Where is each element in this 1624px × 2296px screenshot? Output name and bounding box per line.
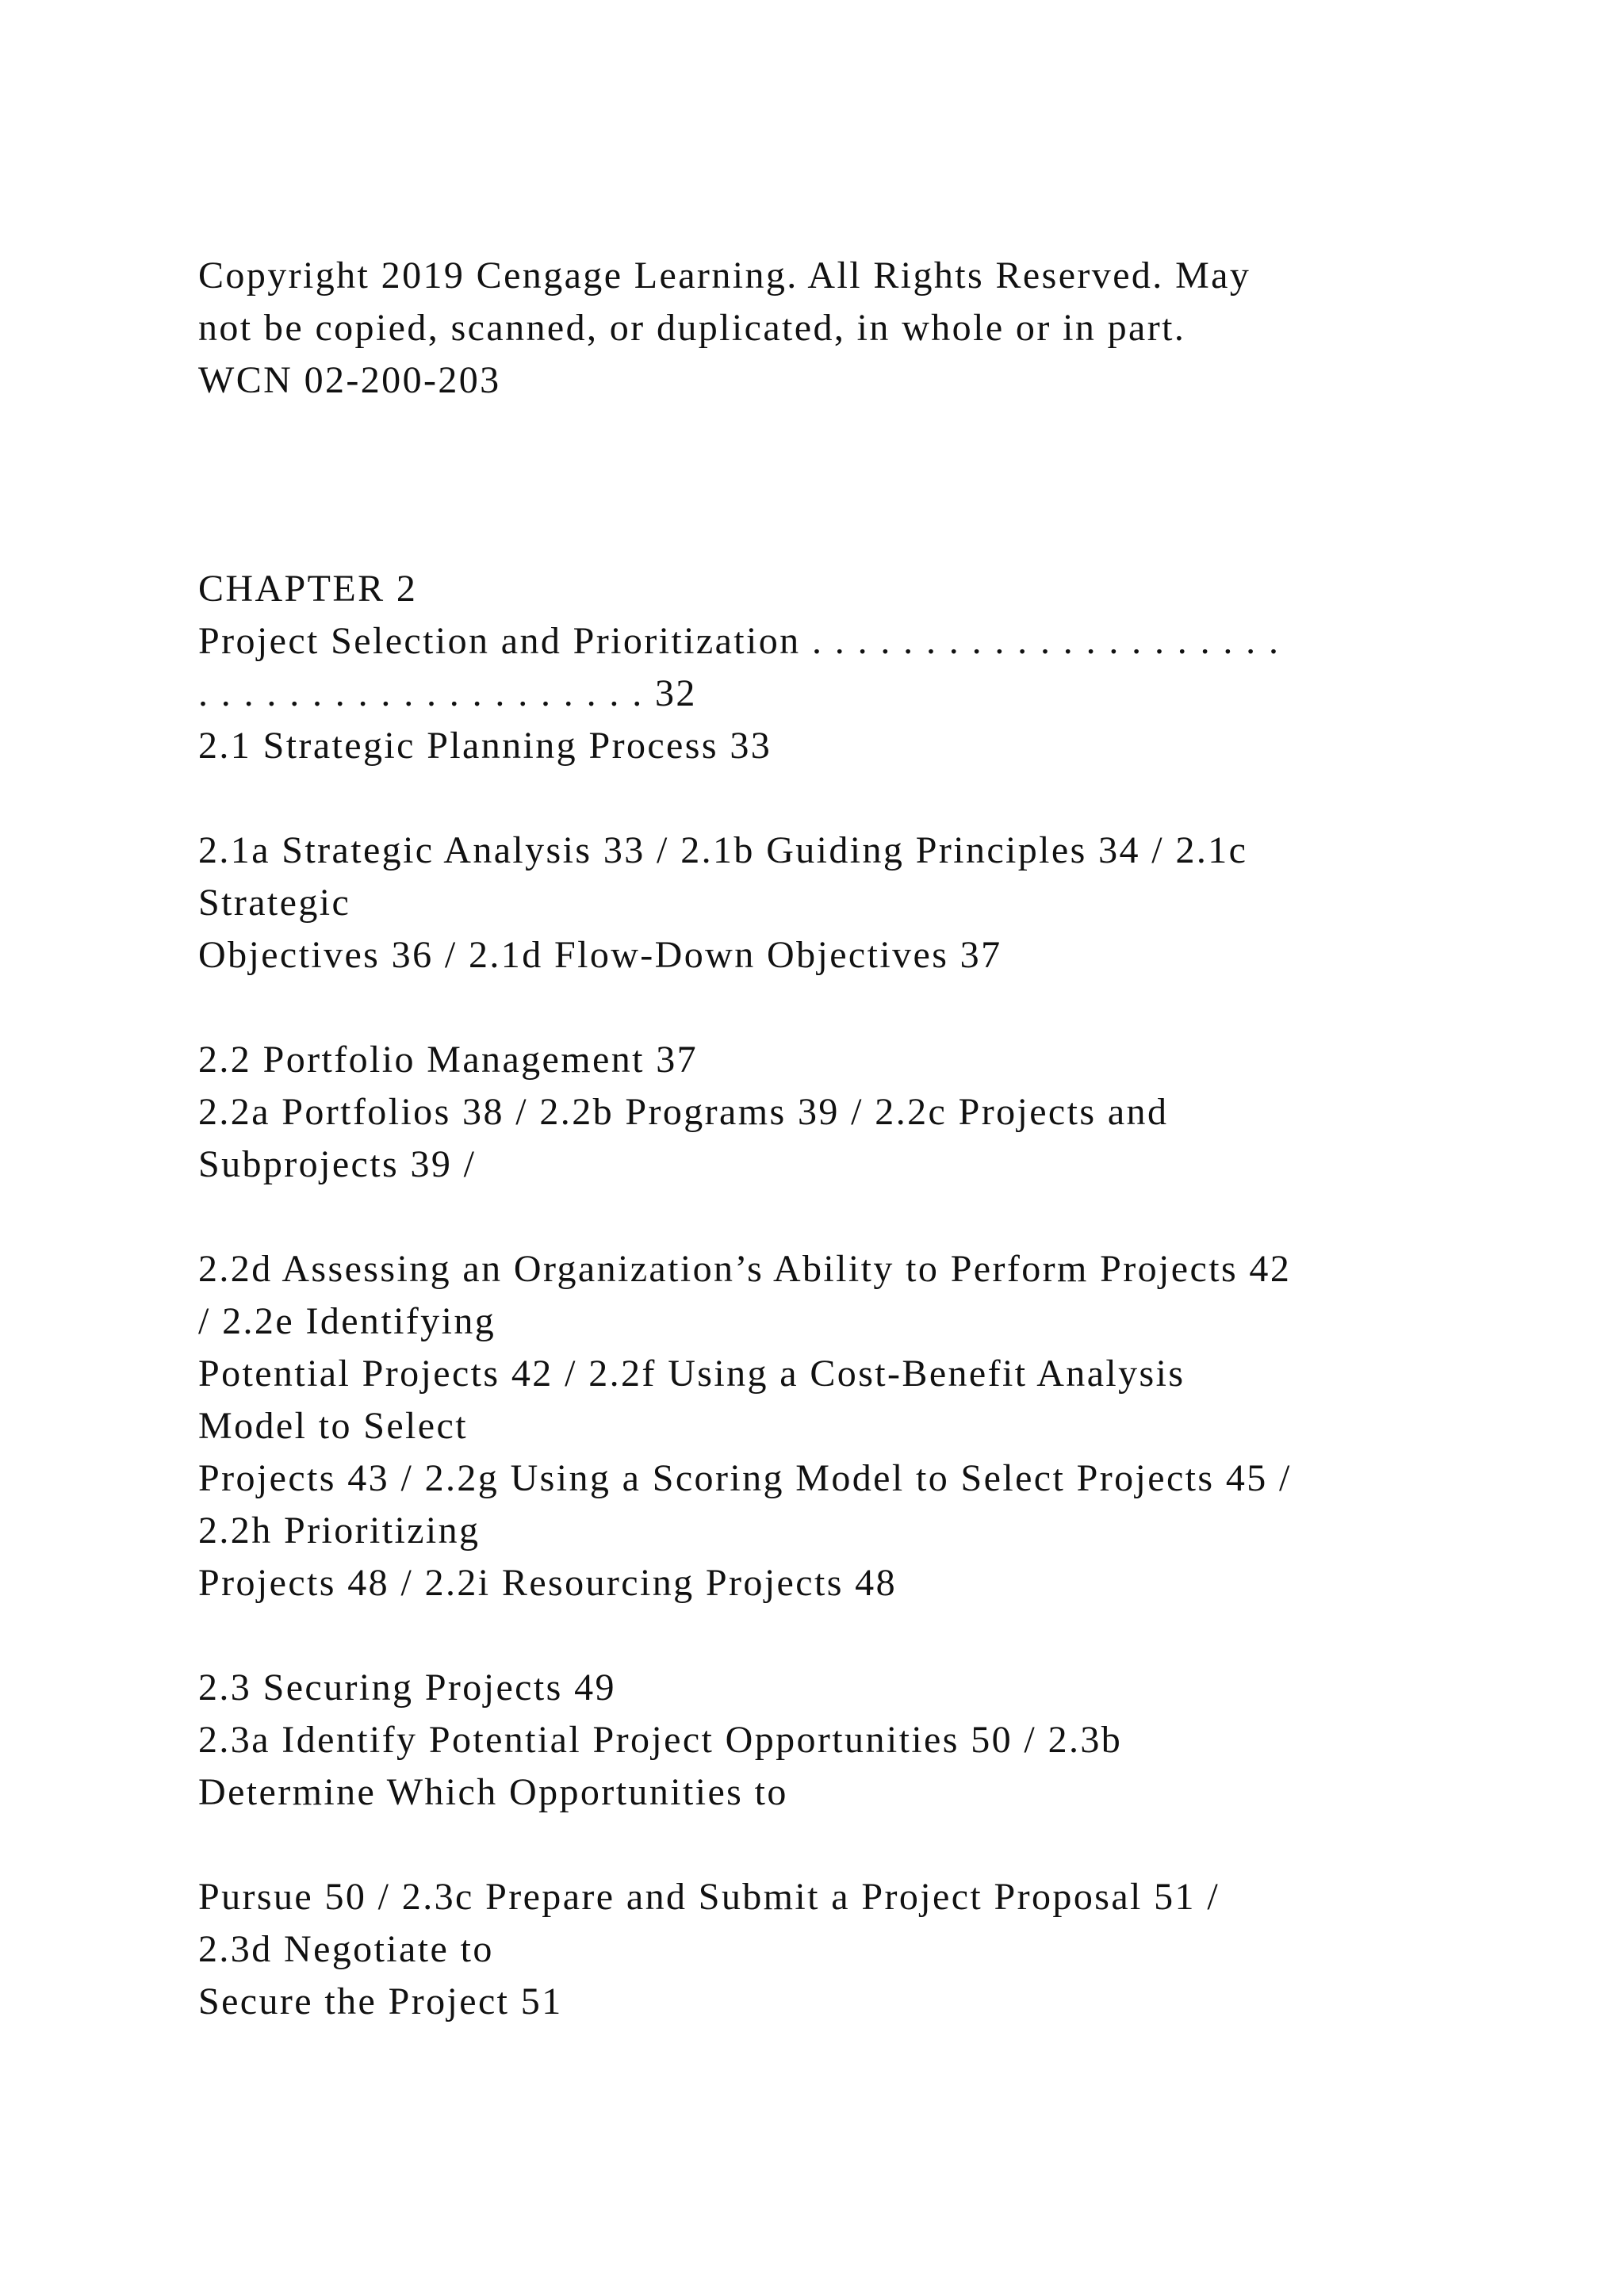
section-2-3-line-2: Determine Which Opportunities to [198, 1771, 788, 1813]
section-2-2-line-9: Projects 48 / 2.2i Resourcing Projects 48 [198, 1562, 897, 1604]
section-2-2-heading: 2.2 Portfolio Management 37 [198, 1039, 699, 1081]
section-2-2-line-4: / 2.2e Identifying [198, 1300, 496, 1342]
section-2-2-line-7: Projects 43 / 2.2g Using a Scoring Model to Select Projects 45 / [198, 1457, 1292, 1499]
section-2-1-heading: 2.1 Strategic Planning Process 33 [198, 725, 772, 767]
section-2-3-line-3: Pursue 50 / 2.3c Prepare and Submit a Project Proposal 51 / [198, 1876, 1220, 1918]
section-2-3-line-1: 2.3a Identify Potential Project Opportunities 50 / 2.3b [198, 1719, 1123, 1761]
section-2-2-line-6: Model to Select [198, 1405, 468, 1447]
section-2-2-line-2: Subprojects 39 / [198, 1143, 477, 1185]
section-2-2-line-8: 2.2h Prioritizing [198, 1510, 481, 1552]
section-2-2-line-5: Potential Projects 42 / 2.2f Using a Cost-Benefit Analysis [198, 1353, 1185, 1395]
chapter-title-line-2: . . . . . . . . . . . . . . . . . . . . 32 [198, 672, 697, 714]
copyright-line-3: WCN 02-200-203 [198, 359, 501, 401]
copyright-line-2: not be copied, scanned, or duplicated, in whole or in part. [198, 307, 1186, 349]
chapter-title-line-1: Project Selection and Prioritization . . . . . . . . . . . . . . . . . . . . . [198, 620, 1281, 662]
section-2-1-line-1: 2.1a Strategic Analysis 33 / 2.1b Guiding Principles 34 / 2.1c [198, 829, 1248, 871]
copyright-line-1: Copyright 2019 Cengage Learning. All Rights Reserved. May [198, 254, 1251, 297]
section-2-3-line-5: Secure the Project 51 [198, 1980, 563, 2022]
section-2-1-line-3: Objectives 36 / 2.1d Flow-Down Objectives 37 [198, 934, 1002, 976]
chapter-label: CHAPTER 2 [198, 568, 418, 610]
section-2-1-line-2: Strategic [198, 882, 351, 924]
section-2-2-line-3: 2.2d Assessing an Organization’s Ability to Perform Projects 42 [198, 1248, 1292, 1290]
section-2-3-line-4: 2.3d Negotiate to [198, 1928, 494, 1970]
section-2-3-heading: 2.3 Securing Projects 49 [198, 1667, 616, 1709]
section-2-2-line-1: 2.2a Portfolios 38 / 2.2b Programs 39 / 2.2c Projects and [198, 1091, 1169, 1133]
